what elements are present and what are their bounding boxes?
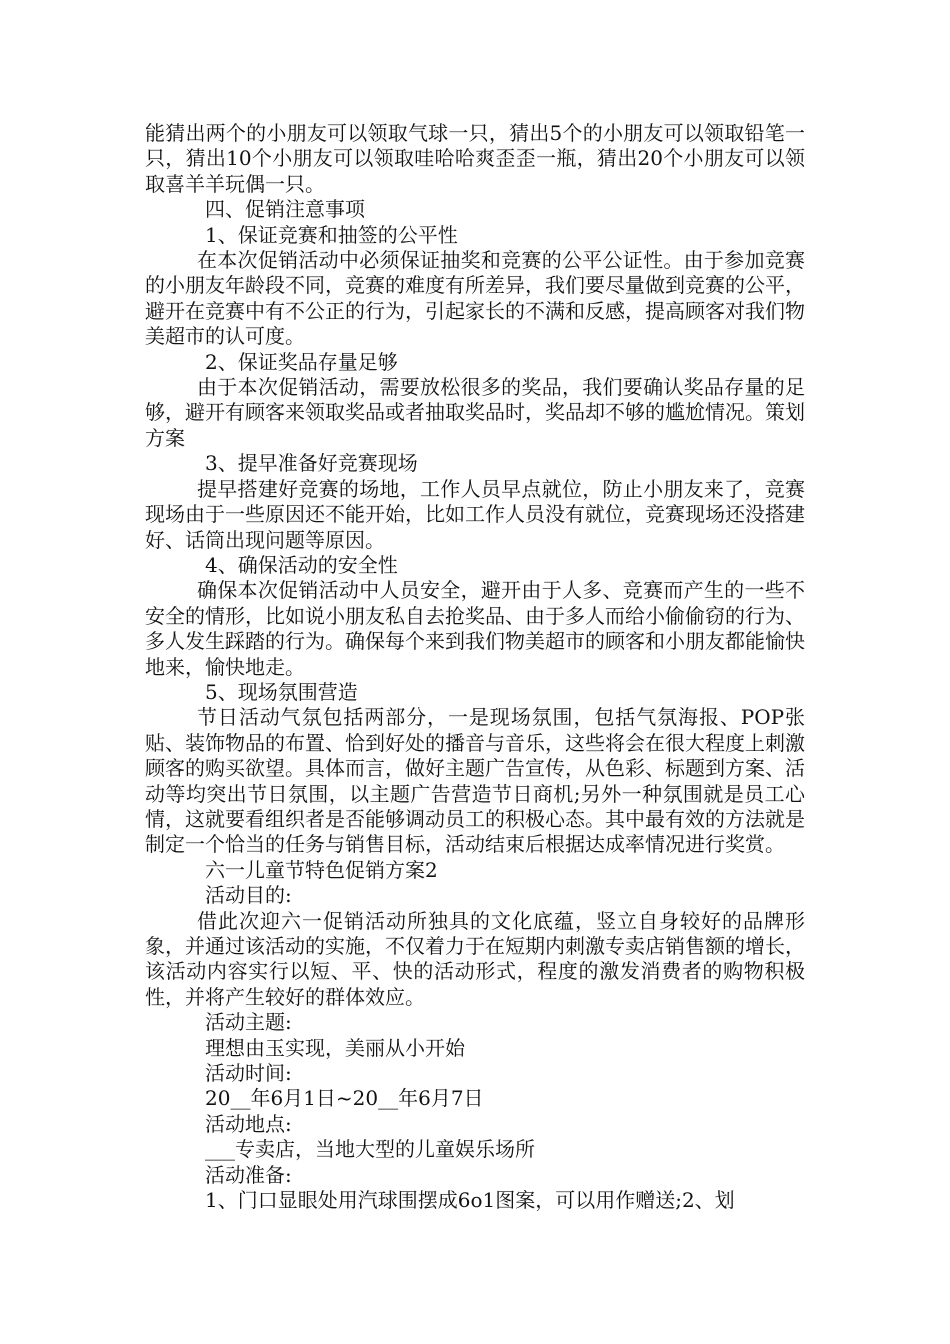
- heading-fairness: 1、保证竞赛和抽签的公平性: [205, 222, 458, 247]
- paragraph-prize-stock: 由于本次促销活动，需要放松很多的奖品，我们要确认奖品存量的足够，避开有顾客来领取奖品或者抽取奖品时，奖品却不够的尴尬情况。策划方案: [145, 375, 805, 450]
- heading-plan-two: 六一儿童节特色促销方案2: [205, 857, 438, 882]
- heading-atmosphere: 5、现场氛围营造: [205, 679, 358, 704]
- heading-section-four: 四、促销注意事项: [205, 197, 365, 222]
- heading-safety: 4、确保活动的安全性: [205, 552, 398, 577]
- value-preparation: 1、门口显眼处用汽球围摆成6o1图案，可以用作赠送;2、划: [205, 1188, 735, 1213]
- document-page: [145, 121, 805, 1213]
- value-theme: 理想由玉实现，美丽从小开始: [205, 1035, 465, 1060]
- label-location: 活动地点:: [205, 1111, 292, 1136]
- label-preparation: 活动准备:: [205, 1162, 292, 1187]
- paragraph-purpose: 借此次迎六一促销活动所独具的文化底蕴，竖立自身较好的品牌形象，并通过该活动的实施，不仅着力于在短期内刺激专卖店销售额的增长，该活动内容实行以短、平、快的活动形式，程度的激发消费者的购物积极性，并将产生较好的群体效应。: [145, 908, 805, 1009]
- paragraph-fairness: 在本次促销活动中必须保证抽奖和竞赛的公平公证性。由于参加竞赛的小朋友年龄段不同，竞赛的难度有所差异，我们要尽量做到竞赛的公平，避开在竞赛中有不公正的行为，引起家长的不满和反感，提高顾客对我们物美超市的认可度。: [145, 248, 805, 349]
- label-purpose: 活动目的:: [205, 883, 292, 908]
- paragraph-atmosphere: 节日活动气氛包括两部分，一是现场氛围，包括气氛海报、POP张贴、装饰物品的布置、恰到好处的播音与音乐，这些将会在很大程度上刺激顾客的购买欲望。具体而言，做好主题广告宣传，从色彩、标题到方案、活动等均突出节日氛围，以主题广告营造节日商机;另外一种氛围就是员工心情，这就要看组织者是否能够调动员工的积极心态。其中最有效的方法就是制定一个恰当的任务与销售目标，活动结束后根据达成率情况进行奖赏。: [145, 705, 805, 857]
- paragraph-prize-rules: 能猜出两个的小朋友可以领取气球一只，猜出5个的小朋友可以领取铅笔一只，猜出10个小朋友可以领取哇哈哈爽歪歪一瓶，猜出20个小朋友可以领取喜羊羊玩偶一只。: [145, 121, 805, 196]
- value-location: ___专卖店，当地大型的儿童娱乐场所: [205, 1137, 535, 1162]
- value-time: 20__年6月1日~20__年6月7日: [205, 1086, 484, 1111]
- heading-venue-prep: 3、提早准备好竞赛现场: [205, 451, 418, 476]
- paragraph-safety: 确保本次促销活动中人员安全，避开由于人多、竞赛而产生的一些不安全的情形，比如说小朋友私自去抢奖品、由于多人而给小偷偷窃的行为、多人发生踩踏的行为。确保每个来到我们物美超市的顾客和小朋友都能愉快地来，愉快地走。: [145, 578, 805, 679]
- label-theme: 活动主题:: [205, 1010, 292, 1035]
- heading-prize-stock: 2、保证奖品存量足够: [205, 349, 398, 374]
- paragraph-venue-prep: 提早搭建好竞赛的场地，工作人员早点就位，防止小朋友来了，竞赛现场由于一些原因还不能开始，比如工作人员没有就位，竞赛现场还没搭建好、话筒出现问题等原因。: [145, 476, 805, 552]
- label-time: 活动时间:: [205, 1061, 292, 1086]
